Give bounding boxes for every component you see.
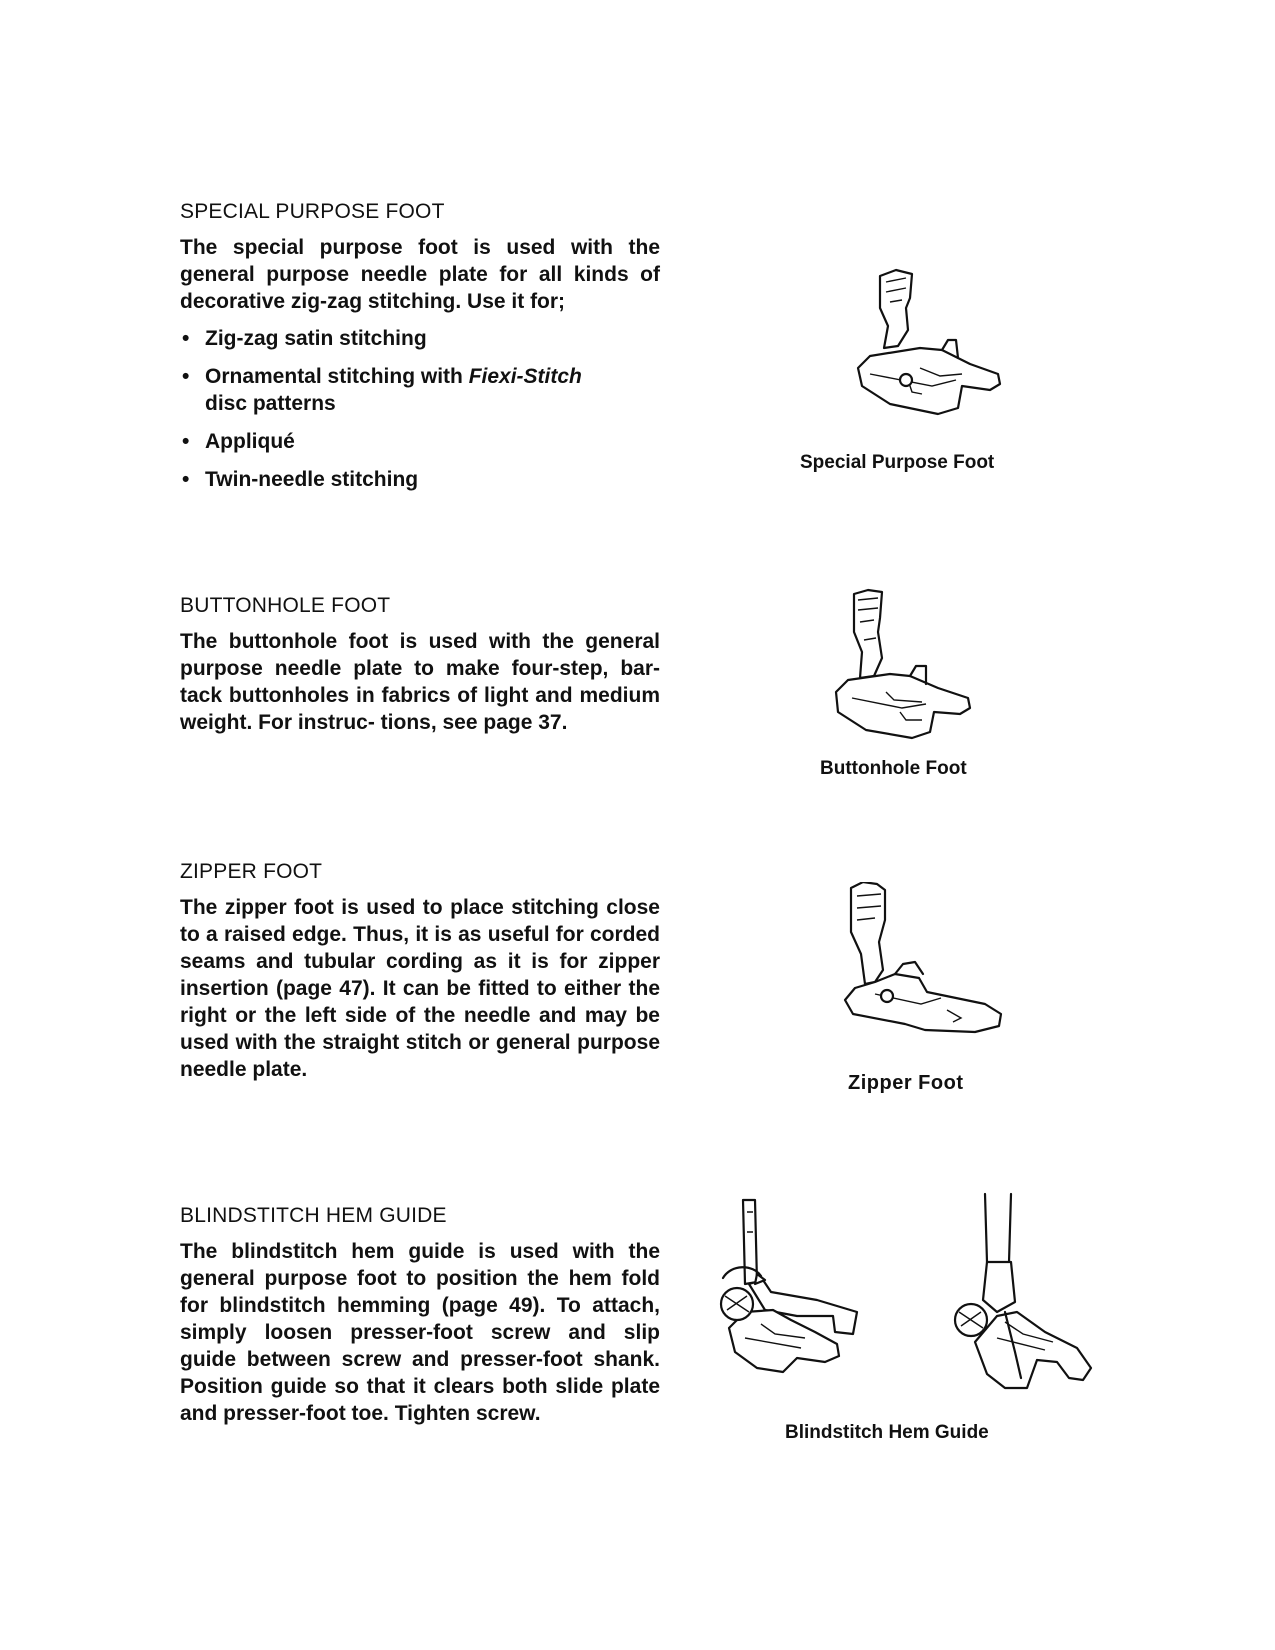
special-purpose-section bbox=[180, 200, 660, 504]
buttonhole-body: The buttonhole foot is used with the general purpose needle plate to make four-step, bar-tack buttonholes in fabrics of light and medium weight. For instruc- tions, see page 37. bbox=[180, 630, 660, 734]
blindstitch-hem-guide-illustration bbox=[705, 1192, 1125, 1432]
list-item-text-before: Ornamental stitching with bbox=[205, 365, 469, 388]
special-purpose-foot-illustration bbox=[850, 268, 1020, 438]
zipper-section bbox=[180, 860, 660, 1083]
special-purpose-caption: Special Purpose Foot bbox=[800, 452, 995, 473]
list-item-text-after: disc patterns bbox=[205, 392, 336, 415]
blindstitch-caption: Blindstitch Hem Guide bbox=[785, 1422, 989, 1443]
buttonhole-foot-illustration bbox=[830, 588, 1000, 758]
list-item-text-italic: Fiexi-Stitch bbox=[468, 365, 582, 388]
list-item bbox=[180, 466, 660, 493]
list-item bbox=[180, 325, 660, 352]
zipper-foot-illustration bbox=[835, 882, 1015, 1057]
hem-guide-attach-view bbox=[721, 1200, 857, 1372]
bullet-glyph: • bbox=[182, 327, 190, 350]
bullet-glyph: • bbox=[182, 430, 190, 453]
zipper-heading: ZIPPER FOOT bbox=[180, 860, 323, 883]
buttonhole-section bbox=[180, 594, 660, 736]
special-purpose-uses-list bbox=[180, 325, 660, 493]
buttonhole-heading: BUTTONHOLE FOOT bbox=[180, 594, 391, 617]
bullet-glyph: • bbox=[182, 365, 190, 388]
list-item-text: Zig-zag satin stitching bbox=[205, 327, 427, 350]
zipper-body: The zipper foot is used to place stitching close to a raised edge. Thus, it is as useful for corded seams and tubular cording as it is for zipper insertion (page 47). It can be fitted to either the right or the left side of the needle and may be used with the straight stitch or general purpose needle plate. bbox=[180, 896, 660, 1081]
hem-guide-installed-view bbox=[955, 1194, 1091, 1388]
special-purpose-body: The special purpose foot is used with the general purpose needle plate for all kinds of decorative zig-zag stitching. Use it for; bbox=[180, 236, 660, 313]
blindstitch-body: The blindstitch hem guide is used with the general purpose foot to position the hem fold for blindstitch hemming (page 49). To attach, simply loosen presser-foot screw and slip guide between screw and presser-foot shank. Position guide so that it clears both slide plate and presser-foot toe. Tighten screw. bbox=[180, 1240, 660, 1425]
special-purpose-heading: SPECIAL PURPOSE FOOT bbox=[180, 200, 445, 223]
bullet-glyph: • bbox=[182, 468, 190, 491]
blindstitch-section bbox=[180, 1204, 660, 1427]
list-item-text: Appliqué bbox=[205, 430, 295, 453]
zipper-caption: Zipper Foot bbox=[848, 1072, 964, 1094]
blindstitch-heading: BLINDSTITCH HEM GUIDE bbox=[180, 1204, 447, 1227]
buttonhole-caption: Buttonhole Foot bbox=[820, 758, 967, 779]
list-item bbox=[180, 363, 615, 417]
list-item bbox=[180, 428, 660, 455]
list-item-text: Twin-needle stitching bbox=[205, 468, 419, 491]
